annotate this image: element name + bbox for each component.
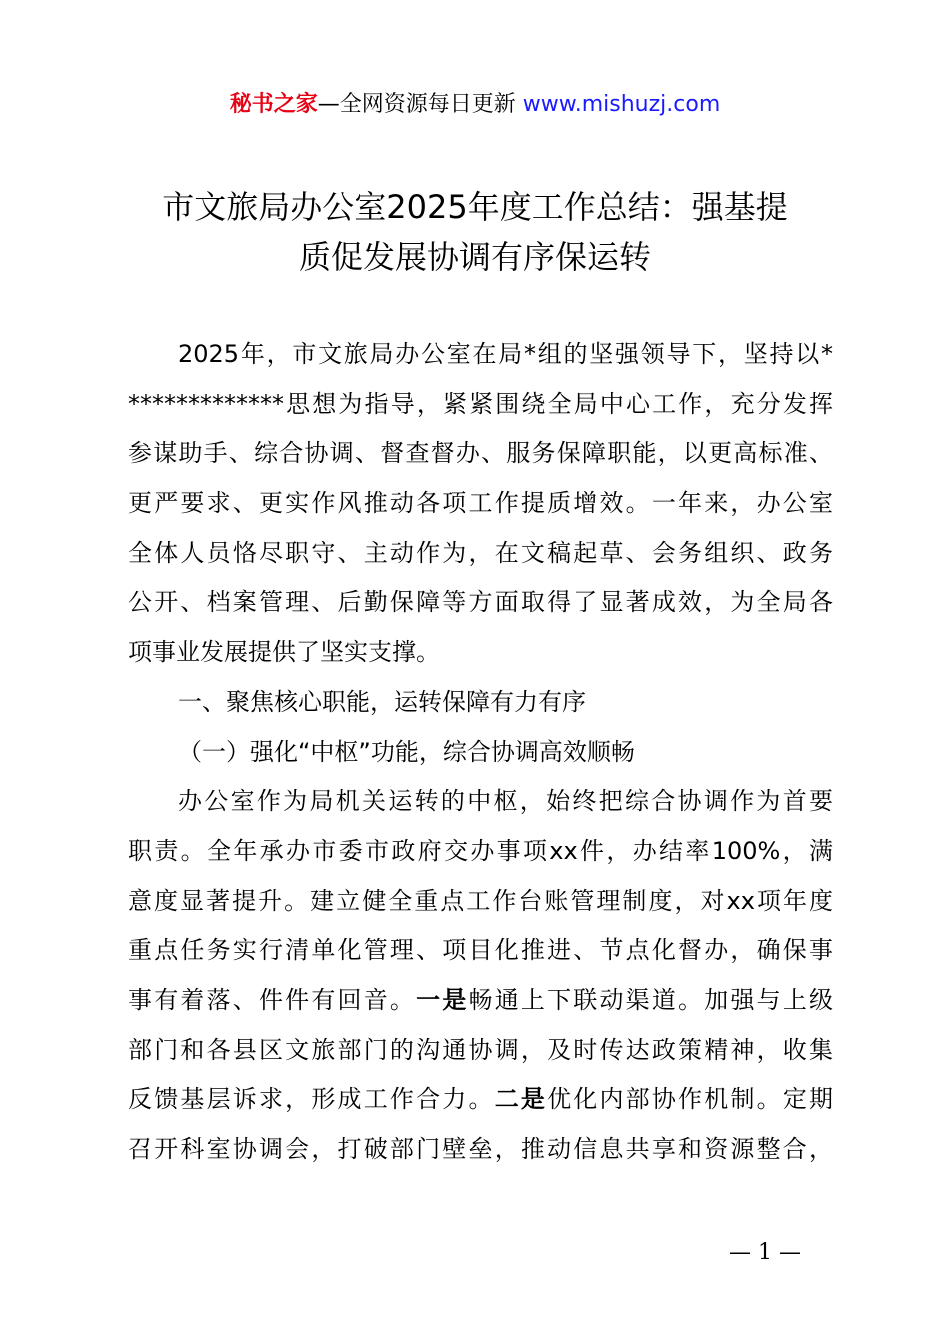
- para-line: 办公室作为局机关运转的中枢，始终把综合协调作为首要: [178, 787, 833, 816]
- para-text: 反馈基层诉求，形成工作合力。: [128, 1085, 495, 1114]
- para-line: 召开科室协调会，打破部门壁垒，推动信息共享和资源整合，: [128, 1135, 833, 1163]
- para-line: 重点任务实行清单化管理、项目化推进、节点化督办，确保事: [128, 936, 833, 965]
- banner-slogan: —全网资源每日更新: [317, 92, 523, 117]
- intro-line: 更严要求、更实作风推动各项工作提质增效。一年来，办公室: [128, 489, 833, 518]
- para-text: 事有着落、件件有回音。: [128, 985, 417, 1014]
- emphasis-label: 二是: [494, 1085, 548, 1114]
- para-line: 职责。全年承办市委市政府交办事项xx件，办结率100%，满: [128, 836, 833, 865]
- para-line: [128, 1075, 833, 1125]
- section-heading: 一、聚焦核心职能，运转保障有力有序: [178, 687, 586, 716]
- banner-url-link[interactable]: www.mishuzj.com: [522, 92, 721, 117]
- para-line: 意度显著提升。建立健全重点工作台账管理制度，对xx项年度: [128, 886, 833, 915]
- page-number: — 1 —: [729, 1240, 801, 1265]
- document-body: [128, 330, 833, 1175]
- document-title: [100, 182, 850, 282]
- para-line: 部门和各县区文旅部门的沟通协调，及时传达政策精神，收集: [128, 1035, 833, 1064]
- emphasis-label: 一是: [416, 985, 469, 1014]
- intro-line: 参谋助手、综合协调、督查督办、服务保障职能，以更高标准、: [128, 439, 833, 468]
- intro-line: 2025年，市文旅局办公室在局*组的坚强领导下，坚持以*: [178, 340, 833, 368]
- intro-line: *************思想为指导，紧紧围绕全局中心工作，充分发挥: [128, 389, 833, 418]
- intro-paragraph: [128, 330, 833, 678]
- intro-line: 全体人员恪尽职守、主动作为，在文稿起草、会务组织、政务: [128, 538, 833, 567]
- subsection-heading: （一）强化“中枢”功能，综合协调高效顺畅: [178, 737, 635, 766]
- intro-line: 项事业发展提供了坚实支撑。: [128, 638, 440, 667]
- title-line-2: 质促发展协调有序保运转: [298, 238, 651, 276]
- para-line: [128, 976, 833, 1026]
- site-banner: [0, 88, 950, 122]
- coordination-paragraph: [128, 777, 833, 1175]
- title-line-1: 市文旅局办公室2025年度工作总结：强基提: [162, 188, 788, 226]
- intro-line: 公开、档案管理、后勤保障等方面取得了显著成效，为全局各: [128, 588, 833, 617]
- para-text: 畅通上下联动渠道。加强与上级: [468, 985, 834, 1014]
- banner-brand: 秘书之家: [229, 92, 318, 117]
- para-text: 优化内部协作机制。定期: [547, 1085, 834, 1114]
